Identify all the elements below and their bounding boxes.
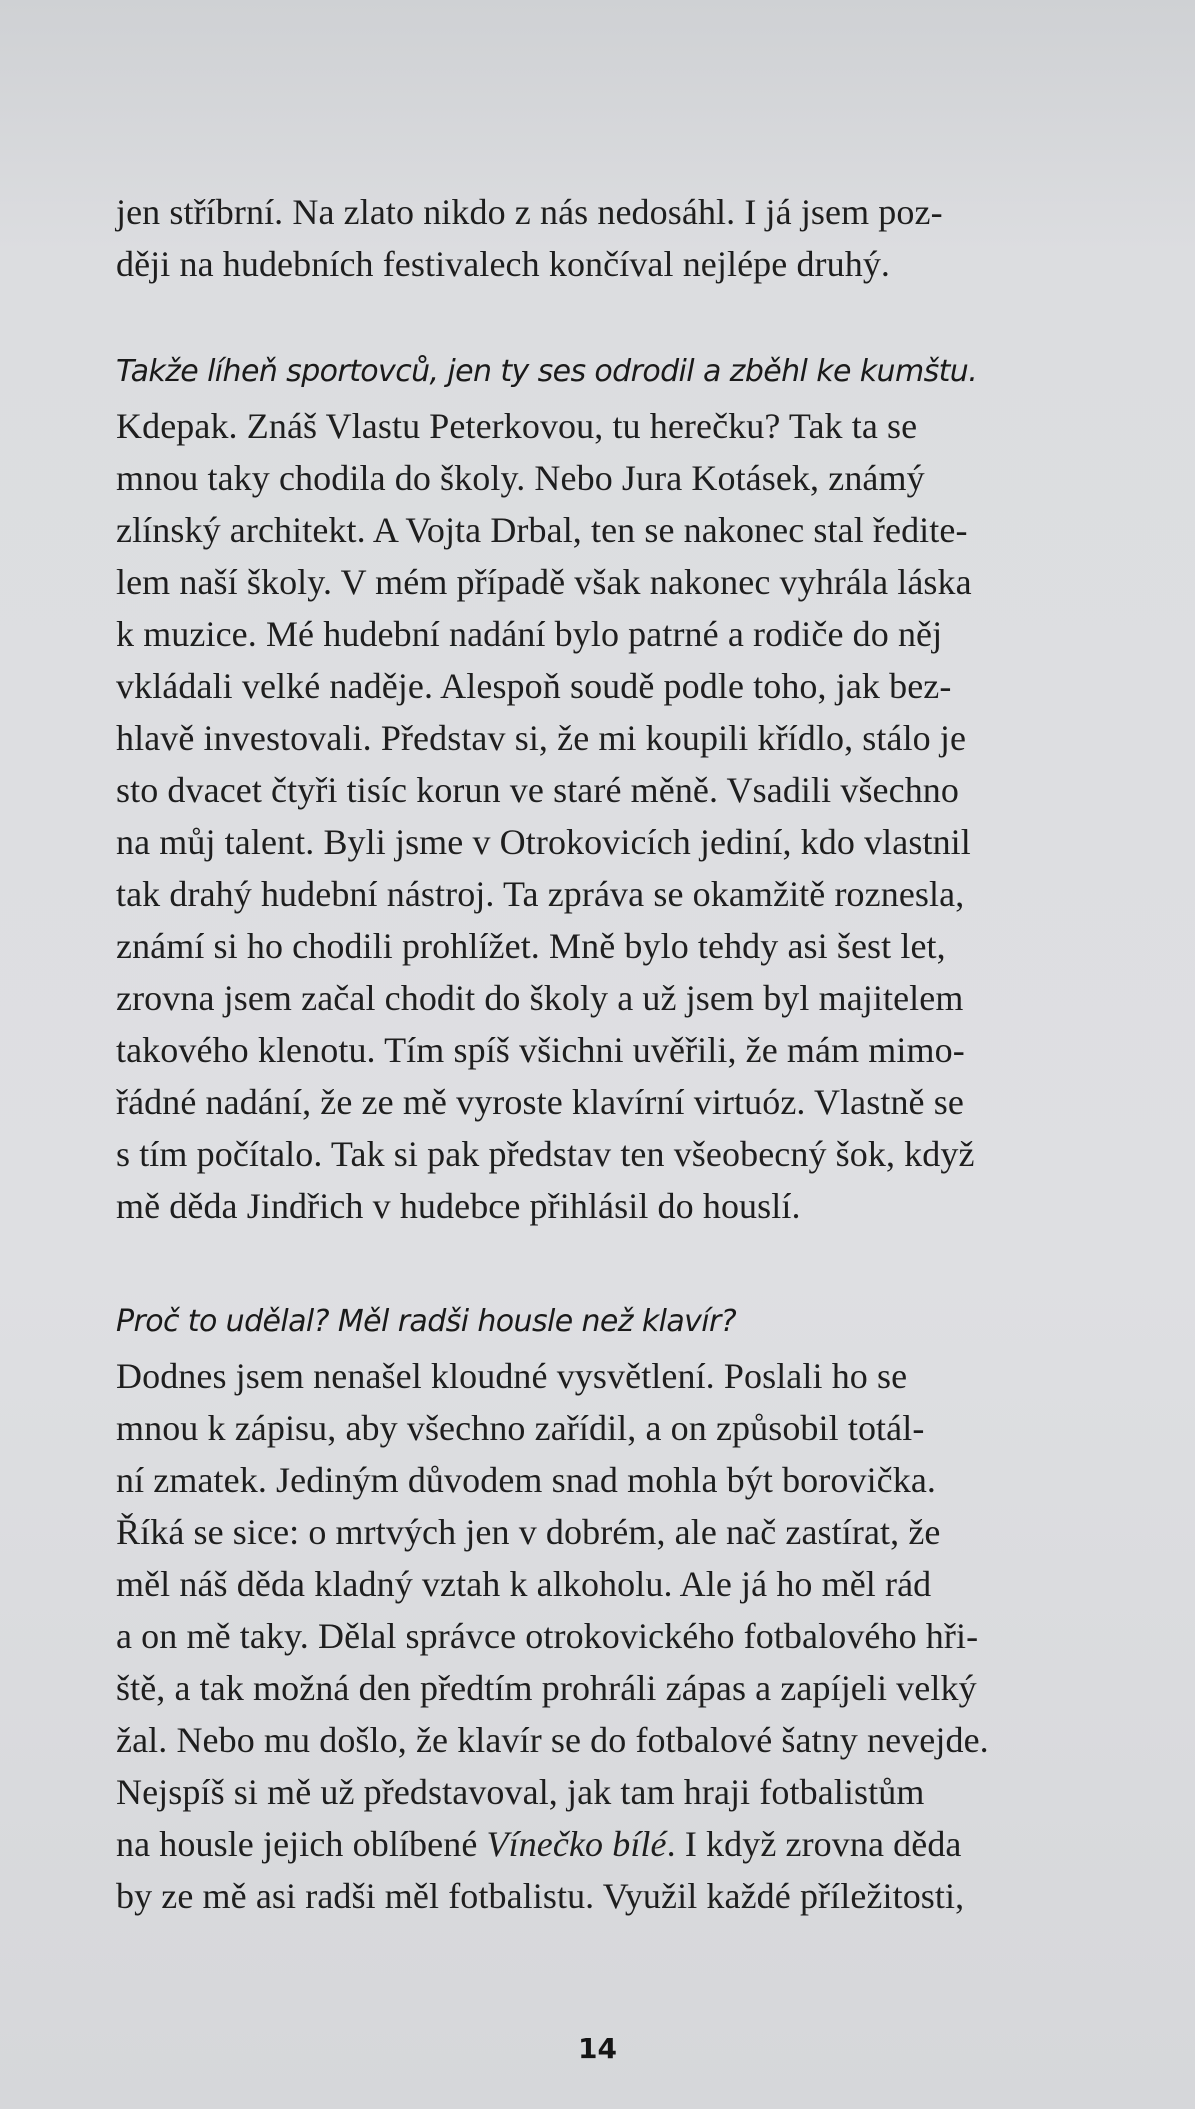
text-line: ději na hudebních festivalech končíval nejlépe druhý. (116, 244, 891, 284)
text-line: Kdepak. Znáš Vlastu Peterkovou, tu herečku? Tak ta se (116, 406, 918, 446)
text-line: sto dvacet čtyři tisíc korun ve staré měně. Vsadili všechno (116, 770, 960, 810)
interview-question: Proč to udělal? Měl radši housle než klavír? (116, 1304, 737, 1339)
text-line: mnou k zápisu, aby všechno zařídil, a on způsobil totál- (116, 1408, 925, 1448)
text-line: řádné nadání, že ze mě vyroste klavírní virtuóz. Vlastně se (116, 1082, 964, 1122)
text-line: mě děda Jindřich v hudebce přihlásil do houslí. (116, 1186, 801, 1226)
text-line: lem naší školy. V mém případě však nakonec vyhrála láska (116, 562, 972, 602)
text-line: Dodnes jsem nenašel kloudné vysvětlení. Poslali ho se (116, 1356, 908, 1396)
text-line: zrovna jsem začal chodit do školy a už jsem byl majitelem (116, 978, 964, 1018)
text-line: mnou taky chodila do školy. Nebo Jura Kotásek, známý (116, 458, 925, 498)
text-line: Nejspíš si mě už představoval, jak tam hraji fotbalistům (116, 1772, 925, 1812)
text-line: žal. Nebo mu došlo, že klavír se do fotbalové šatny nevejde. (116, 1720, 989, 1760)
text-line: s tím počítalo. Tak si pak představ ten všeobecný šok, když (116, 1134, 975, 1174)
page-number: 14 (578, 2032, 617, 2065)
text-segment: . I když zrovna děda (666, 1824, 962, 1864)
text-line: vkládali velké naděje. Alespoň soudě podle toho, jak bez- (116, 666, 952, 706)
text-line: známí si ho chodili prohlížet. Mně bylo tehdy asi šest let, (116, 926, 946, 966)
text-line: hlavě investovali. Představ si, že mi koupili křídlo, stálo je (116, 718, 967, 758)
text-line: ní zmatek. Jediným důvodem snad mohla být borovička. (116, 1460, 937, 1500)
text-line: by ze mě asi radši měl fotbalistu. Využil každé příležitosti, (116, 1876, 965, 1916)
text-line: měl náš děda kladný vztah k alkoholu. Ale já ho měl rád (116, 1564, 932, 1604)
text-line: ště, a tak možná den předtím prohráli zápas a zapíjeli velký (116, 1668, 977, 1708)
text-line: takového klenotu. Tím spíš všichni uvěřili, že mám mimo- (116, 1030, 965, 1070)
text-line: na můj talent. Byli jsme v Otrokovicích jediní, kdo vlastnil (116, 822, 971, 862)
text-line: k muzice. Mé hudební nadání bylo patrné a rodiče do něj (116, 614, 943, 654)
song-title: Vínečko bílé (486, 1824, 667, 1864)
text-line: a on mě taky. Dělal správce otrokovického fotbalového hři- (116, 1616, 979, 1656)
text-line (116, 1822, 962, 1866)
interview-question: Takže líheň sportovců, jen ty ses odrodil a zběhl ke kumštu. (116, 354, 978, 389)
text-line: jen stříbrní. Na zlato nikdo z nás nedosáhl. I já jsem poz- (116, 192, 943, 232)
text-segment: na housle jejich oblíbené (116, 1824, 487, 1864)
text-line: Říká se sice: o mrtvých jen v dobrém, ale nač zastírat, že (116, 1512, 941, 1552)
text-line: zlínský architekt. A Vojta Drbal, ten se nakonec stal ředite- (116, 510, 968, 550)
text-line: tak drahý hudební nástroj. Ta zpráva se okamžitě roznesla, (116, 874, 965, 914)
